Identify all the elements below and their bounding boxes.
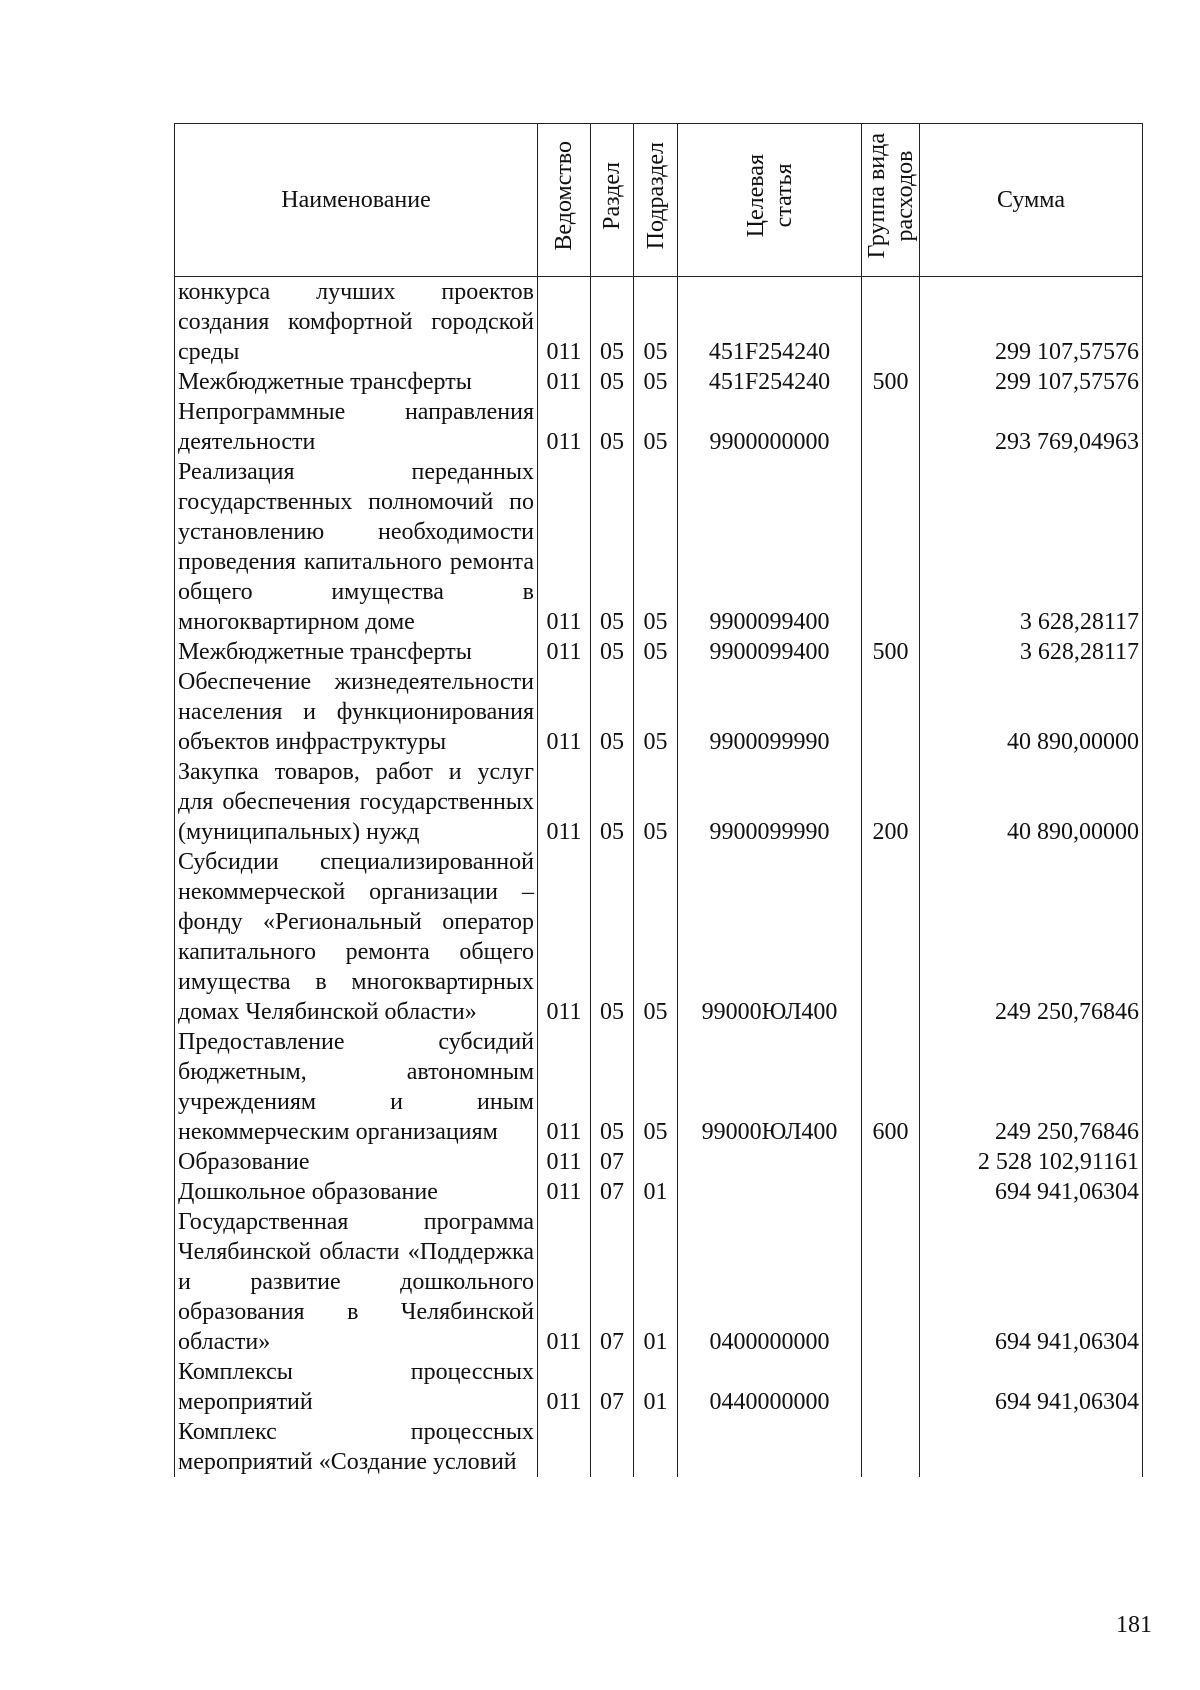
- row-sum: 249 250,76846: [920, 847, 1143, 1027]
- row-section: 07: [591, 1147, 634, 1177]
- row-target: [678, 1417, 862, 1477]
- row-name: Межбюджетные трансферты: [175, 367, 538, 397]
- row-dept: 011: [538, 277, 591, 368]
- row-dept: 011: [538, 1027, 591, 1147]
- row-subsection: 05: [634, 277, 678, 368]
- row-name: Субсидии специализированной некоммерческой организации – фонду «Региональный оператор капитального ремонта общего имущества в многоквартирных домах Челябинской области»: [175, 847, 538, 1027]
- table-row: [175, 757, 1143, 847]
- row-target: 9900000000: [678, 397, 862, 457]
- row-subsection: [634, 1147, 678, 1177]
- row-group: [862, 1357, 920, 1417]
- row-name: Обеспечение жизнедеятельности населения и функционирования объектов инфраструктуры: [175, 667, 538, 757]
- row-dept: 011: [538, 667, 591, 757]
- row-group: [862, 1147, 920, 1177]
- row-target: 0400000000: [678, 1207, 862, 1357]
- row-sum: 3 628,28117: [920, 457, 1143, 637]
- table-row: [175, 277, 1143, 368]
- page-number: 181: [1116, 1612, 1152, 1638]
- row-section: [591, 1417, 634, 1477]
- table-row: [175, 397, 1143, 457]
- row-sum: [920, 1417, 1143, 1477]
- row-dept: 011: [538, 1177, 591, 1207]
- row-sum: 40 890,00000: [920, 667, 1143, 757]
- row-group: 200: [862, 757, 920, 847]
- row-subsection: [634, 1417, 678, 1477]
- row-group: [862, 1177, 920, 1207]
- row-name: Реализация переданных государственных полномочий по установлению необходимости проведения капитального ремонта общего имущества в многоквартирном доме: [175, 457, 538, 637]
- row-name: Предоставление субсидий бюджетным, автономным учреждениям и иным некоммерческим организациям: [175, 1027, 538, 1147]
- row-target: [678, 1147, 862, 1177]
- row-target: 9900099990: [678, 667, 862, 757]
- row-name: Образование: [175, 1147, 538, 1177]
- row-name: Дошкольное образование: [175, 1177, 538, 1207]
- header-target: Целевая статья: [678, 124, 862, 277]
- row-group: [862, 457, 920, 637]
- row-dept: 011: [538, 367, 591, 397]
- row-dept: 011: [538, 1357, 591, 1417]
- row-subsection: 05: [634, 847, 678, 1027]
- table-row: [175, 1027, 1143, 1147]
- row-name: конкурса лучших проектов создания комфортной городской среды: [175, 277, 538, 368]
- row-dept: 011: [538, 1147, 591, 1177]
- row-subsection: 05: [634, 757, 678, 847]
- header-section: Раздел: [591, 124, 634, 277]
- header-name: Наименование: [175, 124, 538, 277]
- row-sum: 3 628,28117: [920, 637, 1143, 667]
- row-section: 05: [591, 1027, 634, 1147]
- row-dept: 011: [538, 1207, 591, 1357]
- header-sum: Сумма: [920, 124, 1143, 277]
- row-section: 05: [591, 397, 634, 457]
- row-group: [862, 667, 920, 757]
- row-section: 05: [591, 847, 634, 1027]
- row-sum: 694 941,06304: [920, 1357, 1143, 1417]
- budget-table: [174, 123, 1143, 1477]
- row-subsection: 05: [634, 367, 678, 397]
- row-name: Комплексы процессных мероприятий: [175, 1357, 538, 1417]
- table-row: [175, 667, 1143, 757]
- row-section: 07: [591, 1177, 634, 1207]
- row-sum: 2 528 102,91161: [920, 1147, 1143, 1177]
- table-row: [175, 1147, 1143, 1177]
- row-dept: 011: [538, 757, 591, 847]
- row-sum: 40 890,00000: [920, 757, 1143, 847]
- row-sum: 299 107,57576: [920, 277, 1143, 368]
- row-sum: 694 941,06304: [920, 1207, 1143, 1357]
- row-dept: 011: [538, 457, 591, 637]
- header-group: Группа вида расходов: [862, 124, 920, 277]
- row-target: 99000ЮЛ400: [678, 1027, 862, 1147]
- table-row: [175, 457, 1143, 637]
- row-target: 0440000000: [678, 1357, 862, 1417]
- row-section: 05: [591, 277, 634, 368]
- row-group: [862, 277, 920, 368]
- row-subsection: 05: [634, 1027, 678, 1147]
- row-sum: 299 107,57576: [920, 367, 1143, 397]
- table-row: [175, 637, 1143, 667]
- table-row: [175, 1417, 1143, 1477]
- row-subsection: 05: [634, 457, 678, 637]
- row-dept: [538, 1417, 591, 1477]
- row-target: 9900099400: [678, 457, 862, 637]
- table-row: [175, 1357, 1143, 1417]
- row-dept: 011: [538, 847, 591, 1027]
- table-header-row: [175, 124, 1143, 277]
- row-group: 600: [862, 1027, 920, 1147]
- row-name: Закупка товаров, работ и услуг для обеспечения государственных (муниципальных) нужд: [175, 757, 538, 847]
- row-group: [862, 1207, 920, 1357]
- row-subsection: 05: [634, 637, 678, 667]
- row-section: 05: [591, 757, 634, 847]
- row-name: Государственная программа Челябинской области «Поддержка и развитие дошкольного образования в Челябинской области»: [175, 1207, 538, 1357]
- table-row: [175, 1207, 1143, 1357]
- row-section: 07: [591, 1357, 634, 1417]
- header-subsection: Подраздел: [634, 124, 678, 277]
- table-row: [175, 367, 1143, 397]
- row-subsection: 01: [634, 1177, 678, 1207]
- row-group: [862, 397, 920, 457]
- row-target: 9900099400: [678, 637, 862, 667]
- row-target: 99000ЮЛ400: [678, 847, 862, 1027]
- budget-page: [174, 123, 1142, 1583]
- row-section: 05: [591, 637, 634, 667]
- row-subsection: 01: [634, 1207, 678, 1357]
- row-name: Межбюджетные трансферты: [175, 637, 538, 667]
- row-name: Комплекс процессных мероприятий «Создание условий: [175, 1417, 538, 1477]
- row-group: 500: [862, 367, 920, 397]
- row-group: 500: [862, 637, 920, 667]
- row-section: 05: [591, 667, 634, 757]
- row-target: 451F254240: [678, 367, 862, 397]
- row-sum: 293 769,04963: [920, 397, 1143, 457]
- row-name: Непрограммные направления деятельности: [175, 397, 538, 457]
- row-sum: 249 250,76846: [920, 1027, 1143, 1147]
- row-target: 451F254240: [678, 277, 862, 368]
- row-target: 9900099990: [678, 757, 862, 847]
- row-section: 07: [591, 1207, 634, 1357]
- row-subsection: 01: [634, 1357, 678, 1417]
- row-sum: 694 941,06304: [920, 1177, 1143, 1207]
- table-row: [175, 847, 1143, 1027]
- row-target: [678, 1177, 862, 1207]
- table-row: [175, 1177, 1143, 1207]
- row-group: [862, 847, 920, 1027]
- row-subsection: 05: [634, 397, 678, 457]
- row-group: [862, 1417, 920, 1477]
- row-section: 05: [591, 367, 634, 397]
- row-dept: 011: [538, 397, 591, 457]
- row-section: 05: [591, 457, 634, 637]
- header-dept: Ведомство: [538, 124, 591, 277]
- row-dept: 011: [538, 637, 591, 667]
- row-subsection: 05: [634, 667, 678, 757]
